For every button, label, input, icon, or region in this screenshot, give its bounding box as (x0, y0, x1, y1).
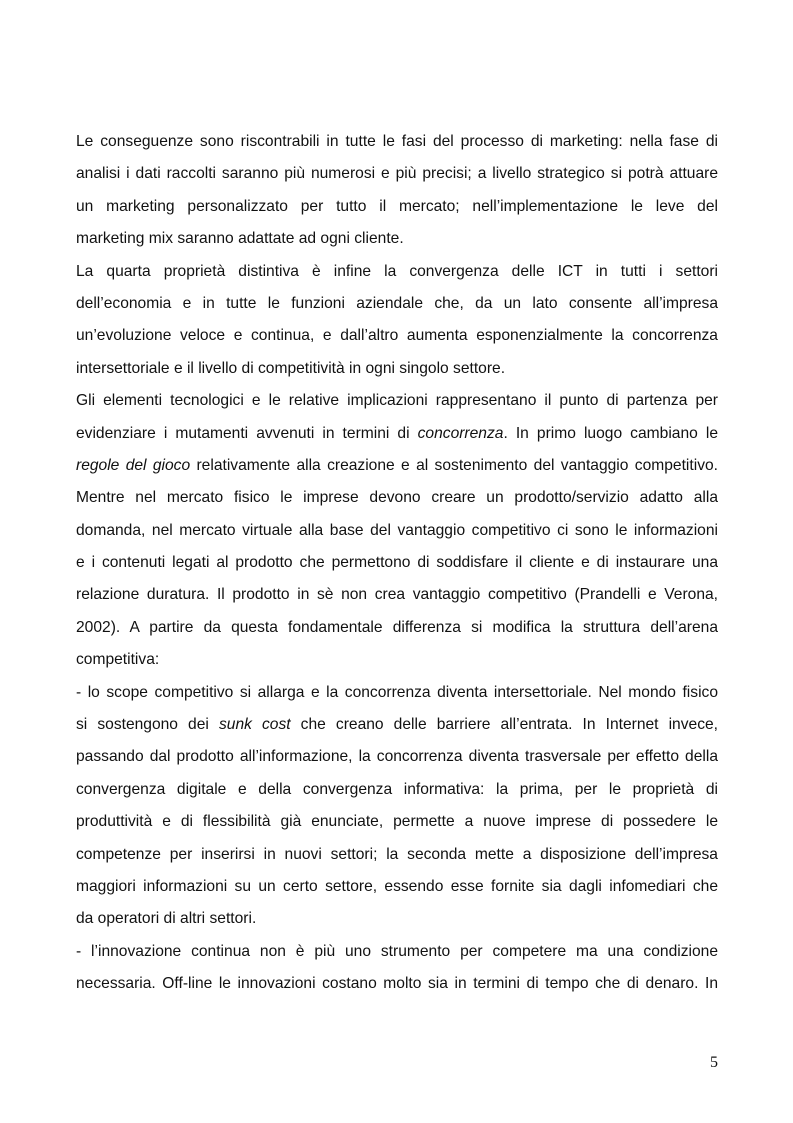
text-line: produttività e di flessibilità già enunciate, permette a nuove imprese di possedere le (76, 813, 718, 831)
text-line: un marketing personalizzato per tutto il mercato; nell’implementazione le leve del (76, 197, 718, 215)
text-line: marketing mix saranno adattate ad ogni cliente. (76, 230, 404, 248)
text-line: regole del gioco relativamente alla creazione e al sostenimento del vantaggio competitivo. (76, 456, 718, 474)
text-line: 2002). A partire da questa fondamentale differenza si modifica la struttura dell’arena (76, 618, 718, 636)
text-line: necessaria. Off-line le innovazioni costano molto sia in termini di tempo che di denaro. In (76, 975, 718, 993)
text-line: Gli elementi tecnologici e le relative implicazioni rappresentano il punto di partenza per (76, 392, 718, 410)
text-line: dell’economia e in tutte le funzioni aziendale che, da un lato consente all’impresa (76, 294, 718, 312)
text-line: passando dal prodotto all’informazione, la concorrenza diventa trasversale per effetto della (76, 748, 718, 766)
text-line: da operatori di altri settori. (76, 910, 257, 928)
italic-term: regole del gioco (76, 456, 191, 474)
text-line: e i contenuti legati al prodotto che permettono di soddisfare il cliente e di instaurare una (76, 554, 718, 572)
text-line: intersettoriale e il livello di competitività in ogni singolo settore. (76, 359, 506, 377)
text-line: Le conseguenze sono riscontrabili in tutte le fasi del processo di marketing: nella fase di (76, 133, 718, 150)
text-line: competenze per inserirsi in nuovi settori; la seconda mette a disposizione dell’impresa (76, 845, 718, 863)
text-line: - lo scope competitivo si allarga e la concorrenza diventa intersettoriale. Nel mondo fisico (76, 683, 718, 701)
text-line: - l’innovazione continua non è più uno strumento per competere ma una condizione (76, 942, 718, 960)
text-line: competitiva: (76, 651, 160, 669)
text-line: un’evoluzione veloce e continua, e dall’altro aumenta esponenzialmente la concorrenza (76, 327, 718, 345)
text-line: La quarta proprietà distintiva è infine la convergenza delle ICT in tutti i settori (76, 262, 718, 280)
text-line: domanda, nel mercato virtuale alla base del vantaggio competitivo ci sono le informazioni (76, 521, 718, 539)
text-line: relazione duratura. Il prodotto in sè non crea vantaggio competitivo (Prandelli e Verona, (76, 586, 718, 604)
italic-term: concorrenza (417, 424, 504, 442)
text-line: analisi i dati raccolti saranno più numerosi e più precisi; a livello strategico si potrà attuare (76, 165, 718, 183)
text-line: convergenza digitale e della convergenza informativa: la prima, per le proprietà di (76, 780, 718, 798)
text-line: si sostengono dei sunk cost che creano delle barriere all’entrata. In Internet invece, (76, 716, 718, 734)
page-number: 5 (710, 1054, 718, 1071)
text-line: maggiori informazioni su un certo settore, essendo esse fornite sia dagli infomediari che (76, 877, 718, 895)
italic-term: sunk cost (218, 716, 291, 734)
body-text (76, 126, 718, 1001)
text-line: evidenziare i mutamenti avvenuti in termini di concorrenza. In primo luogo cambiano le (76, 424, 718, 442)
text-line: Mentre nel mercato fisico le imprese devono creare un prodotto/servizio adatto alla (76, 489, 718, 507)
